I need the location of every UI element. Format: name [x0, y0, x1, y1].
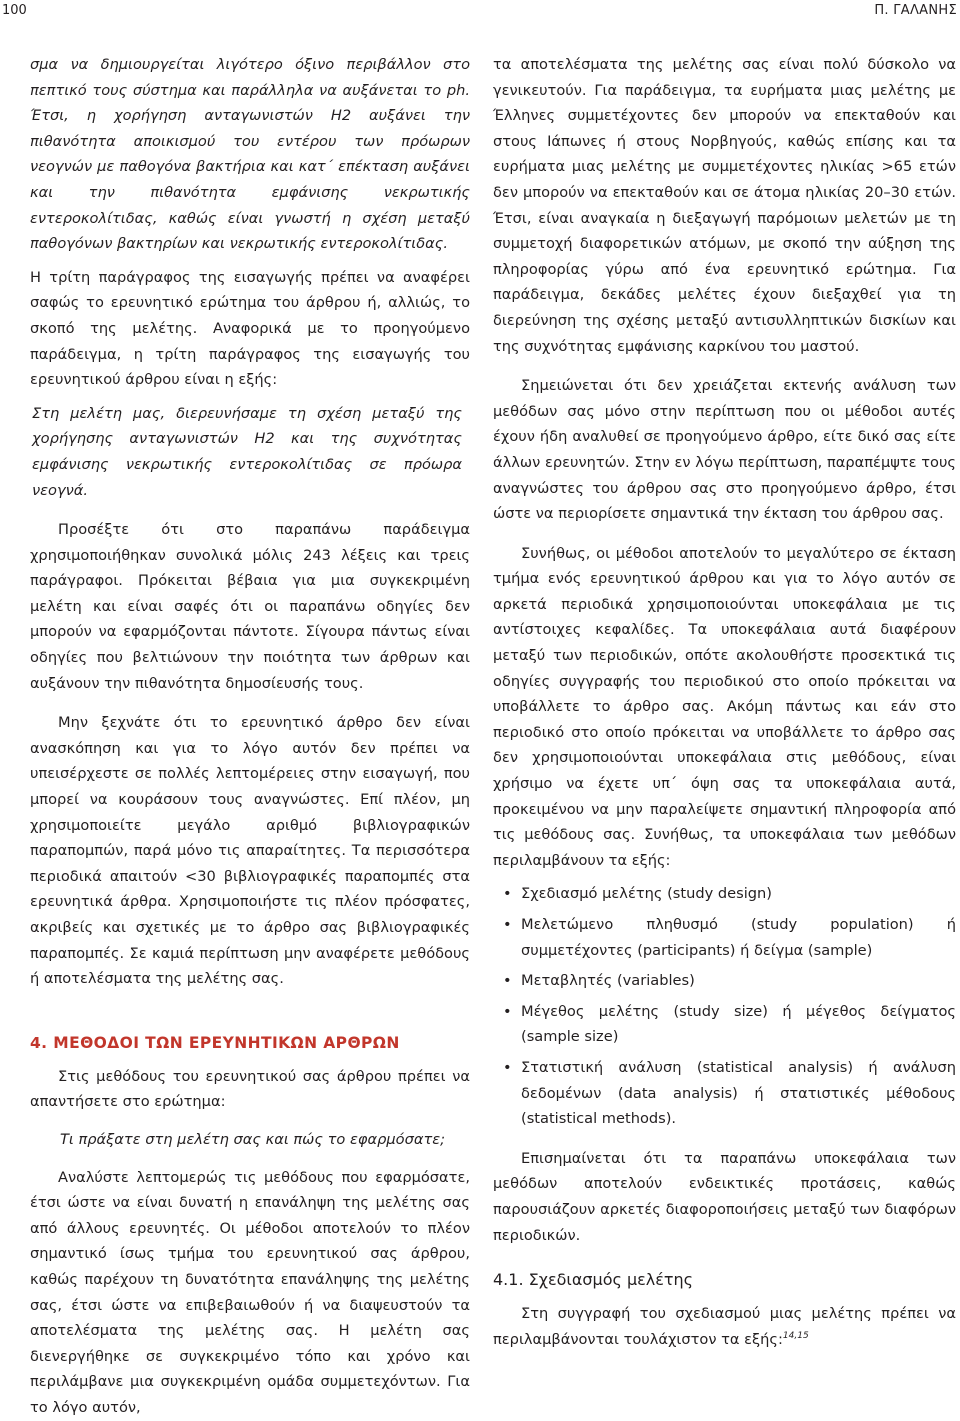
bullet-icon: • — [503, 885, 512, 903]
section-heading-methods: 4. ΜΕΘΟΔΟΙ ΤΩΝ ΕΡΕΥΝΗΤΙΚΩΝ ΑΡΘΡΩΝ — [30, 1033, 400, 1052]
list-item: • Μεταβλητές (variables) — [493, 968, 956, 994]
list-item: • Στατιστική ανάλυση (statistical analysis) ή ανάλυση δεδομένων (data analysis) ή στατιστικές μέθοδους (statistical methods). — [493, 1055, 956, 1132]
previous-article-note: Σημειώνεται ότι δεν χρειάζεται εκτενής ανάλυση των μεθόδων σας μόνο στην περίπτωση που οι μέθοδοι αυτές έχουν ήδη αναλυθεί σε προηγούμενο άρθρο, είτε δικό σας είτε άλλων ερευνητών. Στην εν λόγω περίπτωση, παραπέμψτε τους αναγνώστες του άρθρου σας στο προηγούμενο άρθρο, έτσι ώστε να περιορίσετε σημαντικά την έκταση του άρθρου σας. — [493, 377, 956, 523]
list-item: • Μελετώμενο πληθυσμό (study population) ή συμμετέχοντες (participants) ή δείγμα (sample) — [493, 912, 956, 963]
methods-question: Τι πράξατε στη μελέτη σας και πώς το εφαρμόσατε; — [60, 1130, 446, 1148]
indicative-note-paragraph: Επισημαίνεται ότι τα παραπάνω υποκεφάλαια των μεθόδων αποτελούν ενδεικτικές προτάσεις, καθώς παρουσιάζουν αρκετές διαφοροποιήσεις μεταξύ των διαφόρων περιοδικών. — [493, 1149, 956, 1244]
third-paragraph-guidance: Η τρίτη παράγραφος της εισαγωγής πρέπει να αναφέρει σαφώς το ερευνητικό ερώτημα του άρθρου ή, αλλιώς, το σκοπό της μελέτης. Αναφορικά με το προηγούμενο παράδειγμα, η τρίτη παράγραφος της εισαγωγής του ερευνητικού άρθρου είναι η εξής: — [30, 268, 470, 389]
subsection-heading-study-design: 4.1. Σχεδιασμός μελέτης — [493, 1270, 694, 1290]
word-count-note: Προσέξτε ότι στο παραπάνω παράδειγμα χρησιμοποιήθηκαν συνολικά μόλις 243 λέξεις και τρεις παράγραφοι. Πρόκειται βέβαια για μια συγκεκριμένη μελέτη και είναι σαφές ότι οι παραπάνω οδηγίες δεν μπορούν να εφαρμόζονται πάντοτε. Σίγουρα πάντως είναι οδηγίες που βελτιώνουν την ποιότητα των άρθρων και αυξάνουν την πιθανότητα δημοσίευσής τους. — [30, 521, 470, 692]
reference-superscript: 14,15 — [782, 1330, 809, 1341]
page-header — [0, 0, 960, 30]
example-research-question: Στη μελέτη μας, διερευνήσαμε τη σχέση μεταξύ της χορήγησης ανταγωνιστών Η2 και της συχνότητας εμφάνισης νεκρωτικής εντεροκολίτιδας σε πρόωρα νεογνά. — [32, 404, 462, 499]
bullet-icon: • — [503, 916, 512, 933]
page-number: 100 — [2, 3, 27, 18]
study-design-paragraph: Στη συγγραφή του σχεδιασμού μιας μελέτης πρέπει να περιλαμβάνονται τουλάχιστον τα εξής:$^{14,15}$ — [493, 1305, 956, 1348]
bullet-icon: • — [503, 1002, 512, 1020]
bullet-icon: • — [503, 972, 512, 990]
bullet-icon: • — [503, 1058, 512, 1076]
not-a-review-reminder: Μην ξεχνάτε ότι το ερευνητικό άρθρο δεν είναι ανασκόπηση και για το λόγο αυτόν δεν πρέπει να υπεισέρχεστε σε πολλές λεπτομέρειες στην εισαγωγή, που μπορεί να κουράσουν τους αναγνώστες. Επί πλέον, μη χρησιμοποιείτε μεγάλο αριθμό βιβλιογραφικών παραπομπών, παρά μόνο τις απαραίτητες. Τα περισσότερα περιοδικά απαιτούν <30 βιβλιογραφικές παραπομπές στα ερευνητικά άρθρα. Χρησιμοποιήστε τις πλέον πρόσφατες, ακριβείς και σχετικές με το άρθρο σας βιβλιογραφικές παραπομπές. Σε καμιά περίπτωση μην αναφέρετε μεθόδους ή αποτελέσματα της μελέτης σας. — [30, 714, 470, 988]
list-item: • Μέγεθος μελέτης (study size) ή μέγεθος δείγματος (sample size) — [493, 999, 956, 1050]
intro-paragraph-continued: σμα να δημιουργείται λιγότερο όξινο περιβάλλον στο πεπτικό τους σύστημα και παράλληλα να αυξάνεται το ph. Έτσι, η χορήγηση ανταγωνιστών Η2 αυξάνει την πιθανότητα αποικισμού του εντέρου των πρόωρων νεογνών με παθογόνα βακτήρια και κατ΄ επέκταση αυξάνει και την πιθανότητα εμφάνισης νεκρωτικής εντεροκολίτιδας, καθώς είναι γνωστή η σχέση μεταξύ παθογόνων βακτηρίων και νεκρωτικής εντεροκολίτιδας. — [30, 56, 470, 253]
methods-subsections-list — [493, 881, 956, 1131]
list-item: • Σχεδιασμό μελέτης (study design) — [493, 881, 956, 907]
right-column — [493, 52, 956, 1352]
subsections-paragraph: Συνήθως, οι μέθοδοι αποτελούν το μεγαλύτερο σε έκταση τμήμα ενός ερευνητικού άρθρου και για το λόγο αυτόν σε αρκετά περιοδικά χρησιμοποιούνται υποκεφάλαια με τις αντίστοιχες κεφαλίδες. Τα υποκεφάλαια αυτά διαφέρουν μεταξύ των περιοδικών, οπότε ακολουθήστε προσεκτικά τις οδηγίες συγγραφής του περιοδικού στο οποίο πρόκειται να υποβάλλετε το άρθρο σας. Ακόμη πάντως και εάν στο περιοδικό στο οποίο πρόκειται να υποβάλλετε το άρθρο σας δεν χρησιμοποιούνται υποκεφάλαια στις μεθόδους, είναι χρήσιμο να έχετε υπ΄ όψη σας τα υποκεφάλαια αυτά, προκειμένου να μην παραλείψετε σημαντική πληροφορία από τις μεθόδους σας. Συνήθως, τα υποκεφάλαια των μεθόδων περιλαμβάνουν τα εξής: — [493, 544, 956, 869]
methods-detail-paragraph: Αναλύστε λεπτομερώς τις μεθόδους που εφαρμόσατε, έτσι ώστε να είναι δυνατή η επανάληψη της μελέτης σας από άλλους ερευνητές. Οι μέθοδοι αποτελούν το πλέον σημαντικό ίσως τμήμα του ερευνητικού σας άρθρου, καθώς παρέχουν τη δυνατότητα επανάληψης της μελέτης σας, έτσι ώστε να επιβεβαιωθούν ή να διαψευστούν τα αποτελέσματα της μελέτης σας. Η μελέτη σας διενεργήθηκε σε συγκεκριμένο τόπο και χρόνο και περιλάμβανε μια συγκεκριμένη ομάδα συμμετεχόντων. Για το λόγο αυτόν, — [30, 1168, 470, 1416]
left-column — [30, 52, 470, 1421]
running-head-author: Π. ΓΑΛΑΝΗΣ — [874, 3, 957, 18]
methods-intro-paragraph: Στις μεθόδους του ερευνητικού σας άρθρου πρέπει να απαντήσετε στο ερώτημα: — [30, 1067, 470, 1111]
generalization-paragraph: τα αποτελέσματα της μελέτης σας είναι πολύ δύσκολο να γενικευτούν. Για παράδειγμα, τα ευρήματα μιας μελέτης με Έλληνες συμμετέχοντες δεν μπορούν να επεκταθούν και στους Ιάπωνες ή στους Νορβηγούς, καθώς επίσης και τα ευρήματα μιας μελέτης με συμμετέχοντες ηλικίας >65 ετών δεν μπορούν να επεκταθούν και σε άτομα ηλικίας 20–30 ετών. Έτσι, είναι αναγκαία η διεξαγωγή παρόμοιων μελετών με τη συμμετοχή διαφορετικών ατόμων, με σκοπό την αύξηση της πληροφορίας γύρω από ένα ερευνητικό ερώτημα. Για παράδειγμα, δεκάδες μελέτες έχουν διεξαχθεί για τη διερεύνηση της σχέσης μεταξύ αντισυλληπτικών δισκίων και της συχνότητας εμφάνισης καρκίνου του μαστού. — [493, 56, 956, 355]
